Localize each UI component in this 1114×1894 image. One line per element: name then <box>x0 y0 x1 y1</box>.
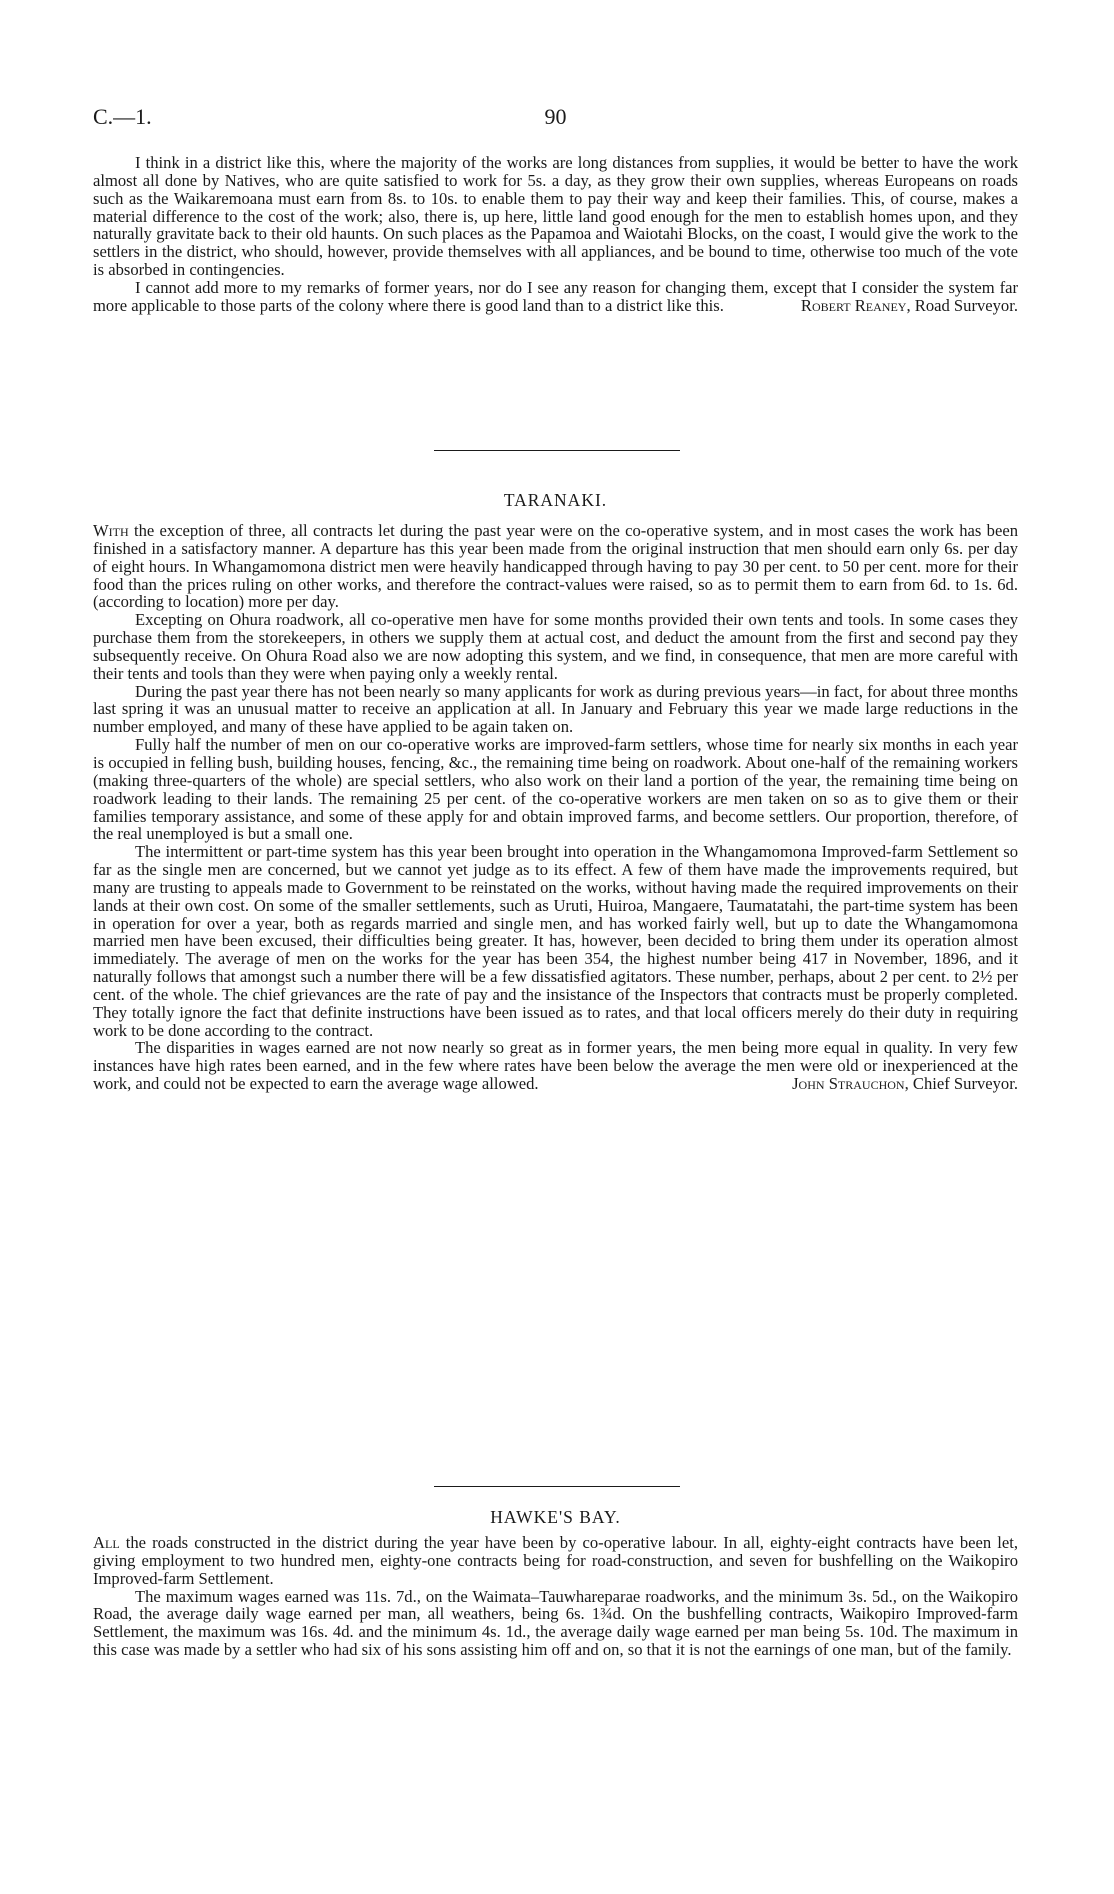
taranaki-paragraph-6: The disparities in wages earned are not now nearly so great as in former years, the men being more equal in quality. In very few instances have high rates been earned, and in the few where rates have been below the average the men were old or inexperienced at the work, and could not be expected to earn the average wage allowed. John Strauchon, Chief Surveyor. <box>93 1038 1018 1094</box>
page-reference: C.—1. <box>93 104 152 129</box>
page-number: 90 <box>544 104 567 129</box>
taranaki-paragraph-5: The intermittent or part-time system has this year been brought into operation in the Whangamomona Improved-farm Settlement so far as the single men are concerned, but we cannot yet judge as to its effect. A few of them have made the improvements required, but many are trusting to appeals made to Government to be reinstated on the works, without having made the required improvements on their lands at their own cost. On some of the smaller settlements, such as Uruti, Huiroa, Mangaere, Taumatatahi, the part-time system has been in operation for over a year, both as regards married and single men, and has worked fairly well, but up to date the Whangamomona married men have been excused, their difficulties being greater. It has, however, been decided to bring them under its operation almost immediately. The average of men on the works for the year has been 354, the highest number being 417 in November, 1896, and it naturally follows that amongst such a number there will be a few dissatisfied agitators. These number, perhaps, about 2 per cent. to 2½ per cent. of the whole. The chief grievances are the rate of pay and the insistance of the Inspectors that contracts must be properly completed. They totally ignore the fact that definite instructions have been issued as to rates, and that local officers merely do their duty in requiring work to be done according to the contract. <box>93 842 1018 1040</box>
intro-paragraph-2: I cannot add more to my remarks of former years, nor do I see any reason for changing them, except that I consider the system far more applicable to those parts of the colony where there is good land than to a district like this. Robert Reaney, Road Surveyor. <box>93 277 1018 315</box>
intro-paragraph-1: I think in a district like this, where the majority of the works are long distances from supplies, it would be better to have the work almost all done by Natives, who are quite satisfied to work for 5s. a day, as they grow their own supplies, whereas Europeans on roads such as the Waikaremoana must earn from 8s. to 10s. to enable them to pay their way and keep their families. This, of course, makes a material difference to the cost of the work; also, there is, up here, little land good enough for the men to establish homes upon, and they naturally gravitate back to their old haunts. On such places as the Papamoa and Waiotahi Blocks, on the coast, I would give the work to the settlers in the district, who should, however, provide themselves with all appliances, and be bound to time, otherwise too much of the vote is absorbed in contingencies. <box>93 153 1018 280</box>
hawkes-bay-paragraph-2: The maximum wages earned was 11s. 7d., on the Waimata–Tauwhareparae roadworks, and the minimum 3s. 5d., on the Waikopiro Road, the average daily wage earned per man, all weathers, being 6s. 1¾d. On the bushfelling contracts, Waikopiro Improved-farm Settlement, the maximum was 16s. 4d. and the minimum 4s. 1d., the average daily wage earned per man being 5s. 10d. The maximum in this case was made by a settler who had six of his sons assisting him off and on, so that it is not the earnings of one man, but of the family. <box>93 1586 1018 1660</box>
hawkes-bay-paragraph-1: All the roads constructed in the district during the year have been by co-operative labour. In all, eighty-eight contracts have been let, giving employment to two hundred men, eighty-one contracts being for road-construction, and seven for bushfelling on the Waikopiro Improved-farm Settlement. <box>93 1533 1018 1588</box>
intro-section <box>93 154 1018 315</box>
signature-reaney: Robert Reaney, Road Surveyor. <box>800 295 1018 315</box>
taranaki-paragraph-2: Excepting on Ohura roadwork, all co-operative men have for some months provided their own tents and tools. In some cases they purchase them from the storekeepers, in others we supply them at actual cost, and deduct the amount from the first and second pay they subsequently receive. On Ohura Road also we are now adopting this system, and we find, in consequence, that men are more careful with their tents and tools than they were when paying only a weekly rental. <box>93 610 1018 683</box>
signature-strauchon: John Strauchon, Chief Surveyor. <box>792 1074 1018 1094</box>
taranaki-section <box>93 522 1018 1093</box>
taranaki-paragraph-4: Fully half the number of men on our co-operative works are improved-farm settlers, whose time for nearly six months in each year is occupied in felling bush, building houses, fencing, &c., the remaining time being on roadwork. About one-half of the remaining workers (making three-quarters of the whole) are special settlers, who also work on their land a portion of the year, the remaining time being on roadwork leading to their lands. The remaining 25 per cent. of the co-operative workers are men taken on so as to give them or their families temporary assistance, and some of these apply for and obtain improved farms, and become settlers. Our proportion, therefore, of the real unemployed is but a small one. <box>93 735 1018 844</box>
section-divider <box>434 1486 680 1487</box>
section-heading-hawkes-bay: HAWKE'S BAY. <box>490 1507 621 1527</box>
page-header <box>93 104 1018 134</box>
taranaki-paragraph-3: During the past year there has not been nearly so many applicants for work as during previous years—in fact, for about three months last spring it was an unusual matter to receive an application at all. In January and February this year we made large reductions in the number employed, and many of these have applied to be again taken on. <box>93 681 1018 737</box>
taranaki-paragraph-1: With the exception of three, all contracts let during the past year were on the co-operative system, and in most cases the work has been finished in a satisfactory manner. A departure has this year been made from the original instruction that men should earn only 6s. per day of eight hours. In Whangamomona district men were heavily handicapped through having to pay 30 per cent. to 50 per cent. more for their food than the prices ruling on other works, and therefore the contract-values were raised, so as to permit them to earn from 6d. to 1s. 6d. (according to location) more per day. <box>93 521 1018 612</box>
hawkes-bay-section <box>93 1534 1018 1659</box>
section-heading-taranaki: TARANAKI. <box>503 490 608 510</box>
section-divider <box>434 450 680 451</box>
